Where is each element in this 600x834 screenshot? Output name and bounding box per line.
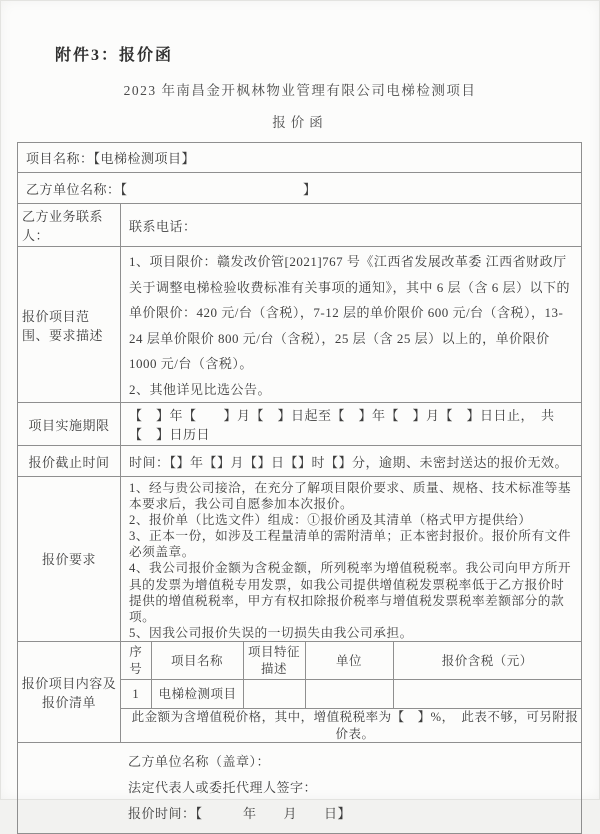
contact-row [18,204,582,247]
quotation-item-row [121,680,581,709]
scope-row [18,247,582,403]
scope-label: 报价项目范围、要求描述 [18,247,121,403]
deadline-row [18,446,582,477]
scope-item: 1、项目限价：赣发改价管[2021]767 号《江西省发展改革委 江西省财政厅关于调整电梯检验收费标准有关事项的通知》，其中 6 层（含 6 层）以下的单价限价：420 元/台（含税），7-12 层的单价限价 600 元/台（含税），13-24 层单价限价 800 元/台（含税），25 层（含 25 层）以上的，单价限价 1000 元/台（含税）。 [129,254,571,371]
tax-note-cell: 此金额为含增值税价格，其中，增值税税率为【 】%， 此表不够，可另附报价表。 [131,710,579,741]
party-b-name-cell: 乙方单位名称：【 】 [18,173,582,204]
deadline-value: 时间：【】年【】月【】日【】时【】分，逾期、未密封送达的报价无效。 [121,446,582,477]
scope-content [121,247,582,403]
col-header-price: 报价含税（元） [393,642,581,680]
quotation-items-table [121,642,581,742]
item-seq: 1 [121,680,151,709]
signature-row [18,742,582,833]
quotation-form [17,142,582,834]
period-value: 【 】年【 】月【 】日起至【 】年【 】月【 】日日止， 共【 】日历日 [121,403,582,446]
scope-item: 2、其他详见比选公告。 [129,381,272,397]
col-header-unit: 单位 [305,642,393,680]
signature-block [18,749,581,827]
period-row [18,403,582,446]
signature-line-company: 乙方单位名称（盖章）： [128,753,271,769]
signature-cell [18,742,582,833]
quotation-items-header-row [121,642,581,680]
quotation-list-cell [121,641,582,742]
requirements-content [121,477,582,642]
tax-note-row [121,709,581,742]
project-title: 2023 年南昌金开枫林物业管理有限公司电梯检测项目 [123,83,477,98]
deadline-label: 报价截止时间 [18,446,121,477]
project-name-cell: 项目名称：【电梯检测项目】 [18,143,582,173]
col-header-seq: 序号 [121,642,151,680]
col-header-item-name: 项目名称 [151,642,243,680]
form-title: 报价函 [272,115,328,130]
requirement-item: 4、我公司报价金额为含税金额，所列税率为增值税税率。我公司向甲方所开具的发票为增值税专用发票，如我公司提供增值税发票税率低于乙方报价时提供的增值税税率，甲方有权扣除报价税率与增值税发票税率差额部分的款项。 [129,561,572,624]
period-label: 项目实施期限 [18,403,121,446]
item-name: 电梯检测项目 [151,680,243,709]
col-header-feature: 项目特征描述 [243,642,305,680]
signature-line-date: 报价时间：【 年 月 日】 [128,805,352,821]
requirement-item: 2、报价单（比选文件）组成：①报价函及其清单（格式甲方提供给） [129,513,532,528]
party-b-name-row [18,173,582,204]
signature-line-representative: 法定代表人或委托代理人签字： [128,779,318,795]
contact-person-label: 乙方业务联系人： [18,204,121,247]
requirement-item: 5、因我公司报价失误的一切损失由我公司承担。 [129,625,413,640]
item-unit-empty [305,680,393,709]
project-name-row [18,143,582,173]
contact-phone-cell: 联系电话： [121,204,582,247]
item-feature-empty [243,680,305,709]
attachment-title: 附件3：报价函 [55,47,174,64]
requirement-item: 3、正本一份，如涉及工程量清单的需附清单；正本密封报价。报价所有文件必须盖章。 [129,529,572,560]
item-price-empty [393,680,581,709]
quotation-list-label: 报价项目内容及报价清单 [18,641,121,742]
requirements-row [18,477,582,642]
requirement-item: 1、经与贵公司接洽，在充分了解项目限价要求、质量、规格、技术标准等基本要求后，我公司自愿参加本次报价。 [129,481,572,512]
requirements-label: 报价要求 [18,477,121,642]
quotation-list-row [18,641,582,742]
